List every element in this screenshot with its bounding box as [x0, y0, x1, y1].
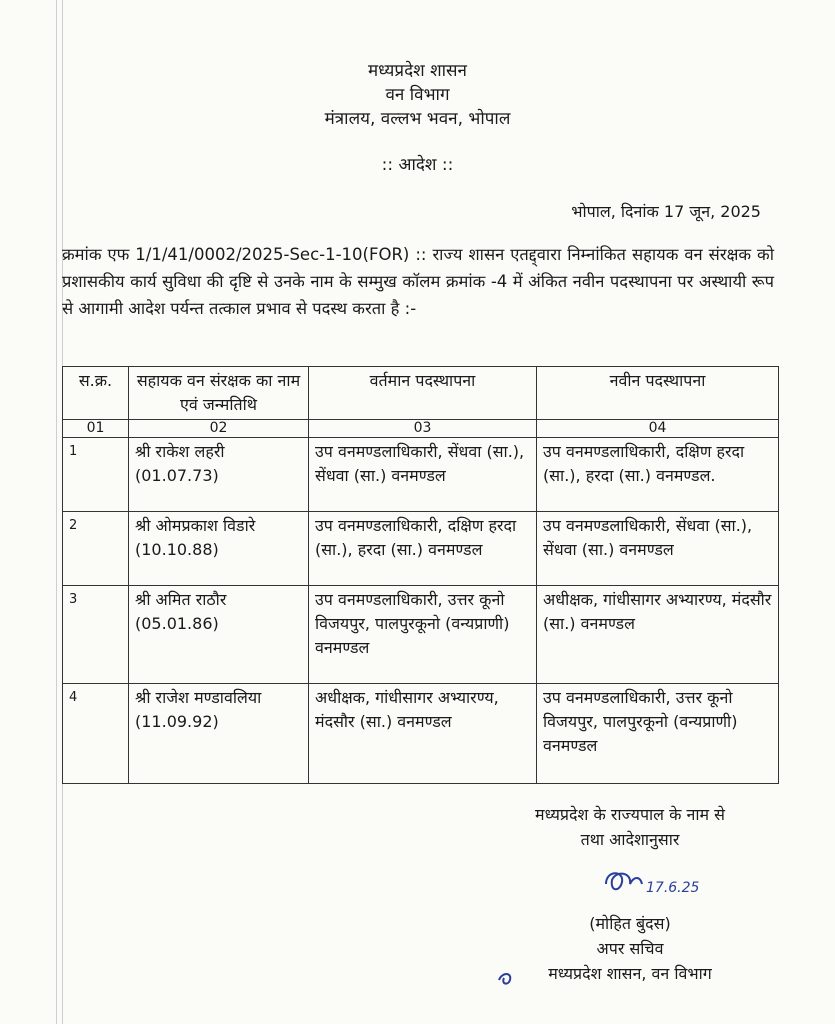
table-header-row — [63, 367, 779, 420]
officer-dob: (11.09.92) — [135, 712, 219, 731]
column-number: 01 — [63, 420, 129, 438]
officer-dob: (01.07.73) — [135, 466, 219, 485]
row-serial: 4 — [63, 684, 129, 784]
row-serial: 1 — [63, 438, 129, 512]
officer-name: श्री अमित राठौर — [135, 590, 227, 609]
order-date: भोपाल, दिनांक 17 जून, 2025 — [571, 202, 761, 221]
header-serial: स.क्र. — [63, 367, 129, 420]
table-row — [63, 438, 779, 512]
column-number-row — [63, 420, 779, 438]
row-new-posting: उप वनमण्डलाधिकारी, उत्तर कूनो विजयपुर, पालपुरकूनो (वन्यप्राणी) वनमण्डल — [537, 684, 779, 784]
header-government: मध्यप्रदेश शासन — [368, 61, 467, 81]
row-current-posting: अधीक्षक, गांधीसागर अभ्यारण्य, मंदसौर (सा.) वनमण्डल — [309, 684, 537, 784]
row-current-posting: उप वनमण्डलाधिकारी, सेंधवा (सा.), सेंधवा (सा.) वनमण्डल — [309, 438, 537, 512]
row-new-posting: अधीक्षक, गांधीसागर अभ्यारण्य, मंदसौर (सा.) वनमण्डल — [537, 586, 779, 684]
officer-name: श्री ओमप्रकाश विडारे — [135, 516, 256, 535]
handwritten-signature — [602, 862, 722, 902]
officer-name: श्री राजेश मण्डावलिया — [135, 688, 262, 707]
table-row — [63, 684, 779, 784]
order-body-paragraph: क्रमांक एफ 1/1/41/0002/2025-Sec-1-10(FOR) :: राज्य शासन एतद्द्वारा निम्नांकित सहायक वन संरक्षक को प्रशासकीय कार्य सुविधा की दृष्टि से उनके नाम के सम्मुख कॉलम क्रमांक -4 में अंकित नवीन पदस्थापना पर अस्थायी रूप से आगामी आदेश पर्यन्त तत्काल प्रभाव से पदस्थ करता है :- — [62, 245, 774, 318]
column-number: 02 — [129, 420, 309, 438]
row-current-posting: उप वनमण्डलाधिकारी, उत्तर कूनो विजयपुर, पालपुरकूनो (वन्यप्राणी) वनमण्डल — [309, 586, 537, 684]
header-address: मंत्रालय, वल्लभ भवन, भोपाल — [324, 109, 511, 129]
row-serial: 3 — [63, 586, 129, 684]
signatory-designation: अपर सचिव — [596, 939, 664, 958]
by-order-line1: मध्यप्रदेश के राज्यपाल के नाम से — [535, 805, 725, 824]
posting-table — [62, 366, 779, 784]
order-title: :: आदेश :: — [381, 155, 454, 175]
signature-date: 17.6.25 — [646, 880, 700, 896]
table-row — [63, 586, 779, 684]
header-department: वन विभाग — [385, 85, 450, 105]
officer-dob: (10.10.88) — [135, 540, 219, 559]
column-number: 03 — [309, 420, 537, 438]
row-serial: 2 — [63, 512, 129, 586]
column-number: 04 — [537, 420, 779, 438]
header-new-posting: नवीन पदस्थापना — [537, 367, 779, 420]
officer-name: श्री राकेश लहरी — [135, 442, 225, 461]
officer-dob: (05.01.86) — [135, 614, 219, 633]
signatory-name: (मोहित बुंदस) — [589, 914, 671, 933]
signatory-department: मध्यप्रदेश शासन, वन विभाग — [548, 964, 712, 983]
row-new-posting: उप वनमण्डलाधिकारी, दक्षिण हरदा (सा.), हरदा (सा.) वनमण्डल. — [537, 438, 779, 512]
row-officer — [129, 684, 309, 784]
header-current-posting: वर्तमान पदस्थापना — [309, 367, 537, 420]
row-current-posting: उप वनमण्डलाधिकारी, दक्षिण हरदा (सा.), हरदा (सा.) वनमण्डल — [309, 512, 537, 586]
row-officer — [129, 586, 309, 684]
table-row — [63, 512, 779, 586]
row-officer — [129, 438, 309, 512]
header-name-dob: सहायक वन संरक्षक का नाम एवं जन्मतिथि — [129, 367, 309, 420]
row-officer — [129, 512, 309, 586]
by-order-line2: तथा आदेशानुसार — [580, 830, 680, 849]
pen-tick-icon — [496, 968, 518, 990]
row-new-posting: उप वनमण्डलाधिकारी, सेंधवा (सा.), सेंधवा (सा.) वनमण्डल — [537, 512, 779, 586]
